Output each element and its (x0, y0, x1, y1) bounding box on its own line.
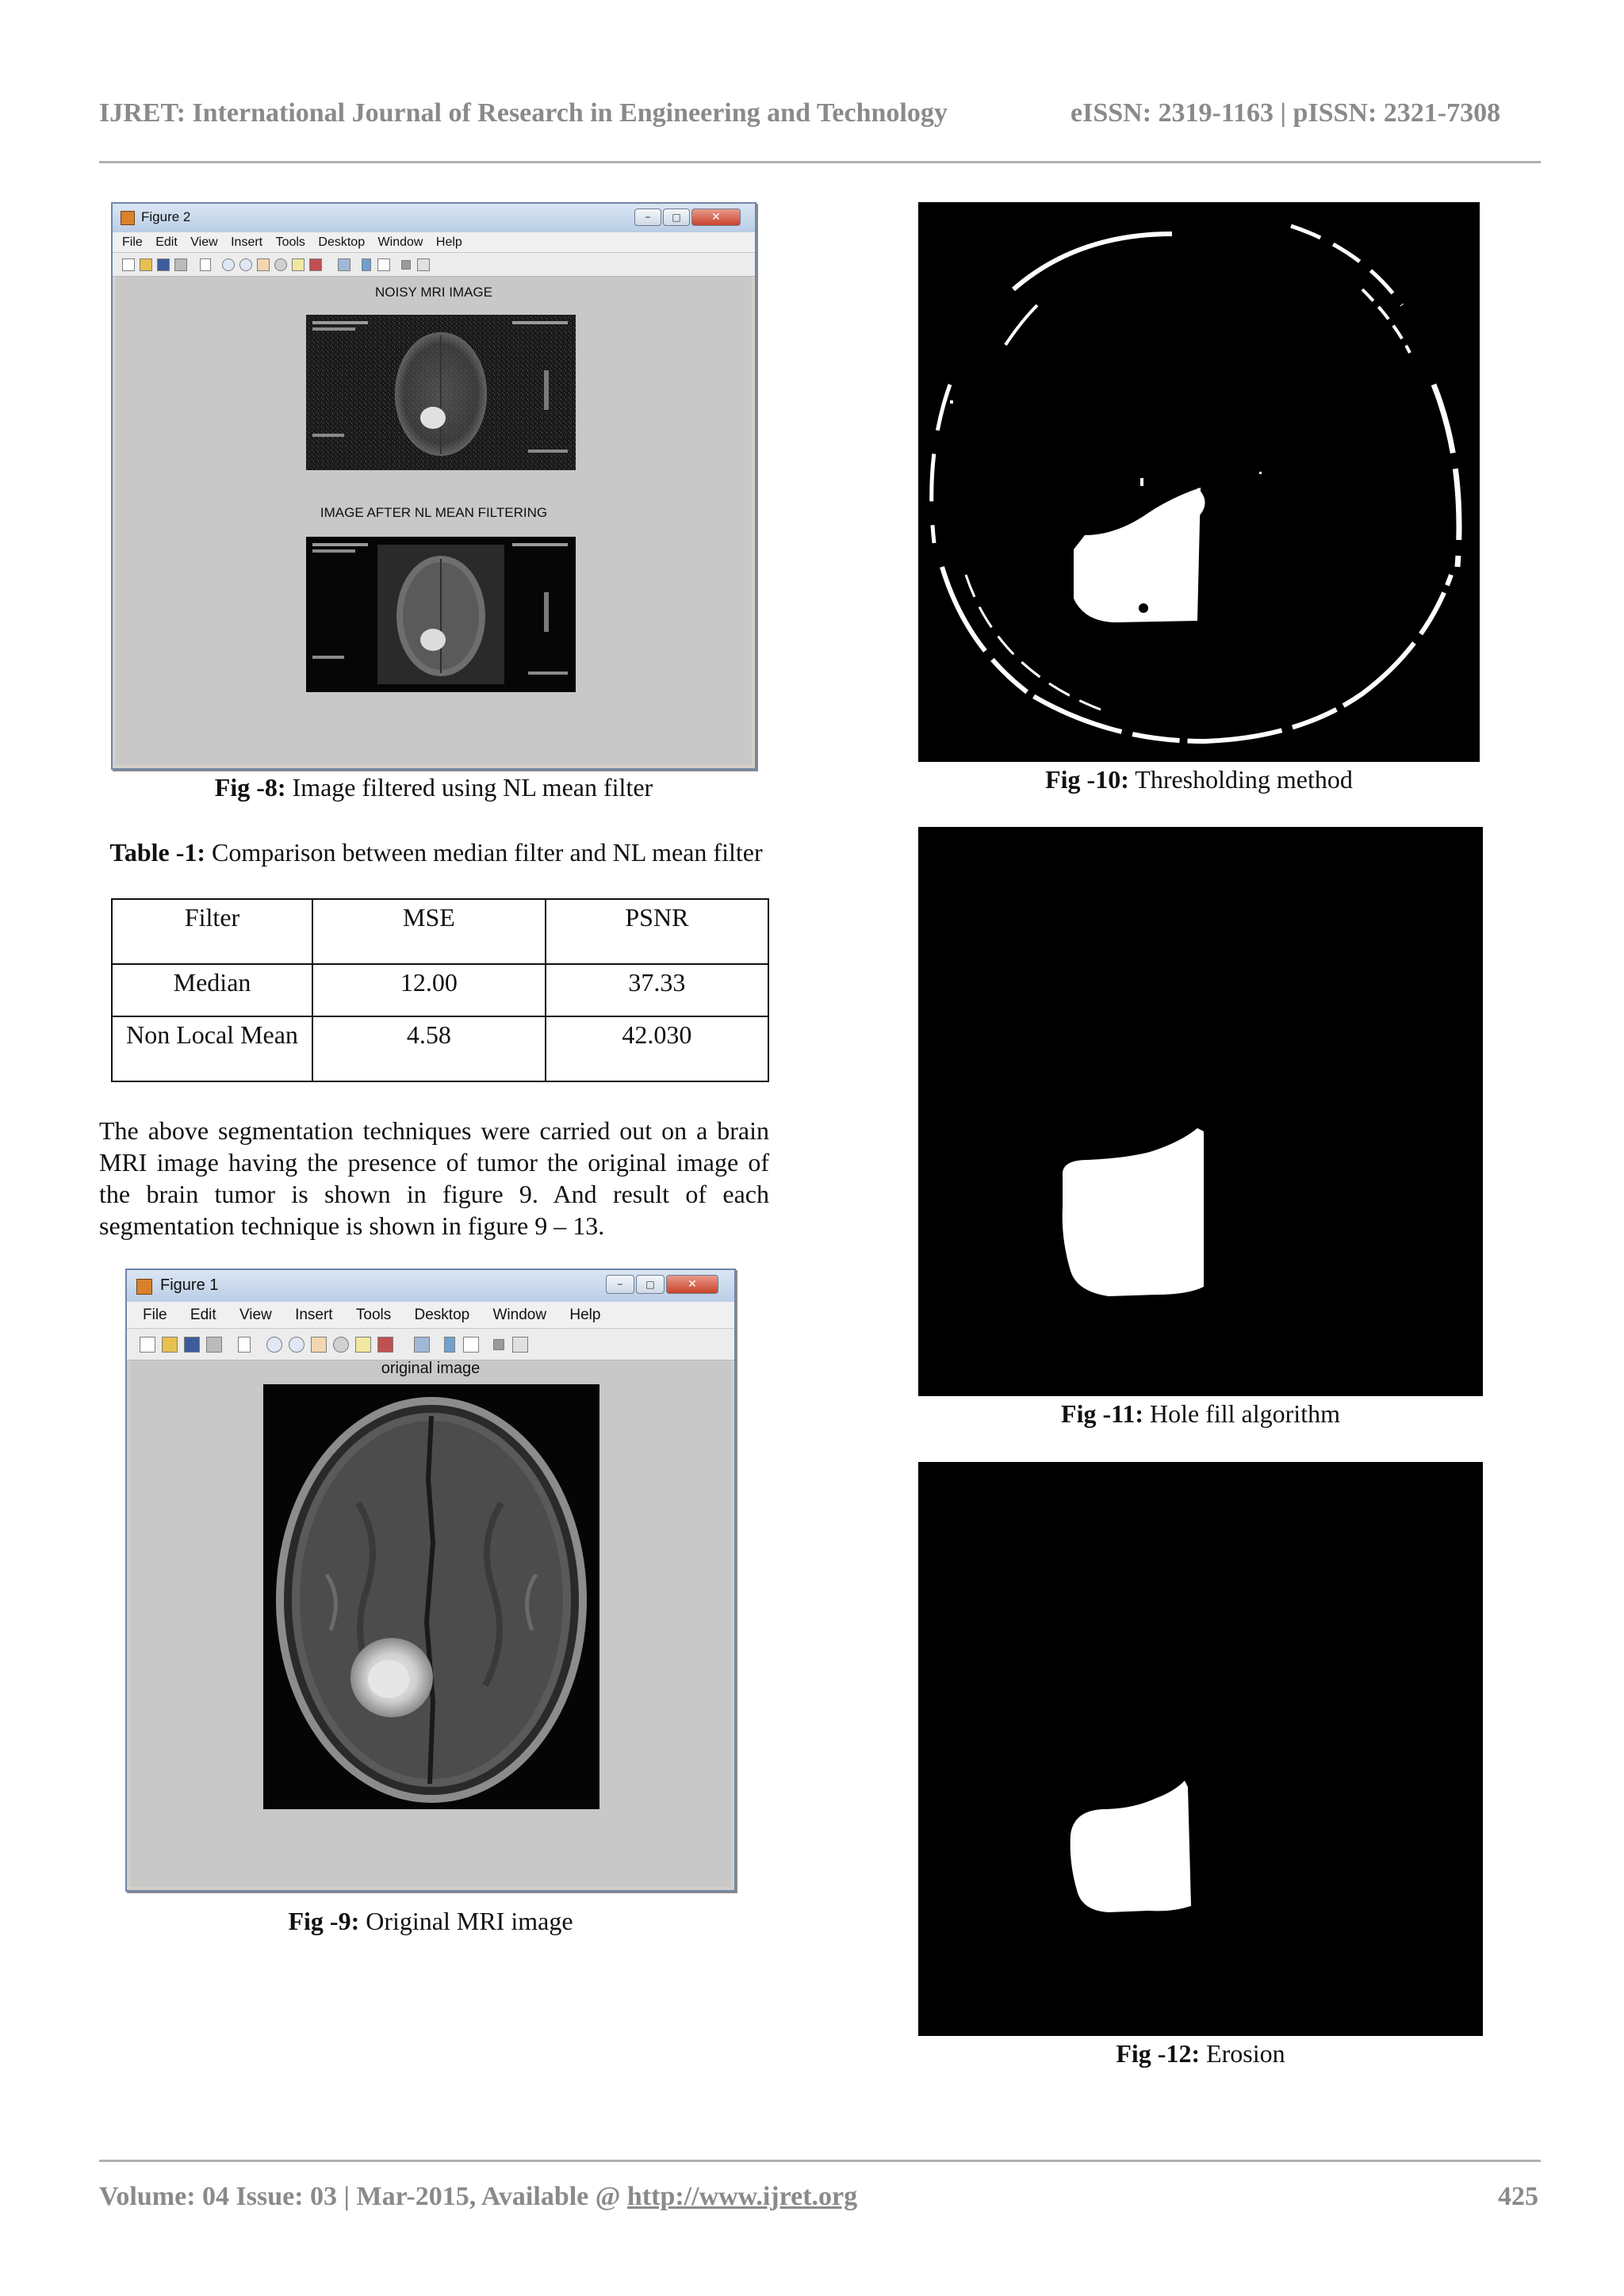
minimize-icon[interactable]: – (634, 209, 661, 226)
zoom-in-icon[interactable] (266, 1337, 282, 1353)
menu-insert[interactable]: Insert (295, 1307, 333, 1323)
matlab-logo-icon (136, 1279, 152, 1295)
maximize-icon[interactable]: □ (663, 209, 690, 226)
erosion-svg (918, 1462, 1483, 2036)
menu-help[interactable]: Help (569, 1307, 601, 1323)
original-mri-image (263, 1384, 599, 1809)
zoom-in-icon[interactable] (222, 258, 235, 271)
menu-tools[interactable]: Tools (355, 1307, 392, 1323)
matlab-logo-icon (121, 211, 135, 225)
table1-caption-text: Comparison between median filter and NL mean filter (205, 838, 763, 867)
fig12-caption-label: Fig -12: (1116, 2039, 1201, 2068)
noisy-mri-image (306, 315, 576, 470)
pointer-icon[interactable] (200, 258, 211, 271)
fig10-caption (918, 765, 1480, 794)
maximize-icon[interactable]: □ (636, 1275, 665, 1294)
fig12-caption (918, 2039, 1483, 2068)
menu-insert[interactable]: Insert (231, 235, 263, 249)
figure2-titlebar (113, 204, 755, 232)
fig9-caption (125, 1907, 736, 1936)
menu-edit[interactable]: Edit (155, 235, 178, 249)
legend-icon[interactable] (463, 1337, 479, 1353)
menu-view[interactable]: View (239, 1307, 272, 1323)
open-folder-icon[interactable] (140, 258, 152, 271)
menu-window[interactable]: Window (377, 235, 423, 249)
hole-fill-image (918, 827, 1483, 1396)
footer-volume-text: Volume: 04 Issue: 03 | Mar-2015, Available @ (99, 2182, 627, 2211)
table-header-filter: Filter (112, 899, 312, 964)
filtered-mri-svg (306, 537, 576, 692)
fig9-caption-text: Original MRI image (359, 1907, 573, 1935)
hole-fill-svg (918, 827, 1483, 1396)
legend-icon[interactable] (377, 258, 390, 271)
table-cell-psnr: 42.030 (546, 1016, 768, 1081)
menu-desktop[interactable]: Desktop (318, 235, 366, 249)
fig10-caption-text: Thresholding method (1128, 765, 1353, 794)
issn-label: eISSN: 2319-1163 | pISSN: 2321-7308 (1071, 98, 1501, 128)
table1-caption (103, 836, 769, 868)
link-icon[interactable] (414, 1337, 430, 1353)
hide-tools-icon[interactable] (401, 260, 411, 270)
show-tools-icon[interactable] (417, 258, 430, 271)
fig10-caption-label: Fig -10: (1045, 765, 1129, 794)
figure2-canvas (116, 277, 752, 765)
comparison-table (111, 898, 769, 1082)
table-cell-filter: Median (112, 964, 312, 1016)
figure2-window (111, 202, 756, 770)
footer-url-link[interactable]: http://www.ijret.org (626, 2182, 858, 2211)
fig11-caption (918, 1399, 1483, 1429)
menu-file[interactable]: File (122, 235, 143, 249)
fig8-caption-text: Image filtered using NL mean filter (285, 773, 653, 802)
table-cell-psnr: 37.33 (546, 964, 768, 1016)
fig11-caption-text: Hole fill algorithm (1143, 1399, 1340, 1428)
menu-help[interactable]: Help (435, 235, 462, 249)
table-row (112, 964, 768, 1016)
figure1-menubar (127, 1302, 734, 1329)
pan-hand-icon[interactable] (311, 1337, 327, 1353)
hide-tools-icon[interactable] (493, 1339, 504, 1350)
table-cell-mse: 12.00 (312, 964, 546, 1016)
fig12-caption-text: Erosion (1200, 2039, 1285, 2068)
body-paragraph: The above segmentation techniques were carried out on a brain MRI image having the presence of tumor the original image of the brain tumor is shown in figure 9. And result of each segmentation technique is shown in figure 9 – 13. (99, 1116, 769, 1240)
new-file-icon[interactable] (140, 1337, 155, 1353)
table-header-row (112, 899, 768, 964)
rotate-icon[interactable] (274, 258, 287, 271)
filtered-mri-image (306, 537, 576, 692)
menu-view[interactable]: View (190, 235, 218, 249)
close-icon[interactable]: ✕ (666, 1275, 718, 1294)
fig9-caption-label: Fig -9: (288, 1907, 360, 1935)
erosion-image (918, 1462, 1483, 2036)
figure2-title: Figure 2 (141, 209, 191, 224)
data-cursor-icon[interactable] (292, 258, 304, 271)
zoom-out-icon[interactable] (239, 258, 252, 271)
rotate-icon[interactable] (333, 1337, 349, 1353)
brush-icon[interactable] (309, 258, 322, 271)
table-cell-filter: Non Local Mean (112, 1016, 312, 1081)
link-icon[interactable] (338, 258, 350, 271)
plot-title-original: original image (381, 1360, 481, 1377)
zoom-out-icon[interactable] (289, 1337, 304, 1353)
colorbar-icon[interactable] (362, 258, 371, 271)
figure1-window (125, 1269, 736, 1892)
menu-edit[interactable]: Edit (190, 1307, 216, 1323)
menu-file[interactable]: File (143, 1307, 167, 1323)
data-cursor-icon[interactable] (355, 1337, 371, 1353)
journal-title: IJRET: International Journal of Research in Engineering and Technology (99, 98, 948, 128)
noisy-mri-svg (306, 315, 576, 470)
plot-title-noisy: NOISY MRI IMAGE (375, 285, 492, 300)
pan-hand-icon[interactable] (257, 258, 270, 271)
plot-title-filtered: IMAGE AFTER NL MEAN FILTERING (320, 505, 548, 520)
new-file-icon[interactable] (122, 258, 135, 271)
print-icon[interactable] (174, 258, 187, 271)
open-folder-icon[interactable] (162, 1337, 178, 1353)
save-icon[interactable] (157, 258, 170, 271)
figure1-title: Figure 1 (160, 1276, 219, 1294)
menu-tools[interactable]: Tools (275, 235, 305, 249)
page-number: 425 (1498, 2182, 1538, 2211)
close-icon[interactable]: ✕ (691, 209, 741, 226)
table-row (112, 1016, 768, 1081)
brush-icon[interactable] (377, 1337, 393, 1353)
pointer-icon[interactable] (238, 1337, 251, 1353)
footer-volume (99, 2182, 857, 2212)
figure2-toolbar (113, 253, 755, 277)
fig11-caption-label: Fig -11: (1061, 1399, 1144, 1428)
figure1-canvas (130, 1360, 731, 1887)
print-icon[interactable] (206, 1337, 222, 1353)
fig8-caption-label: Fig -8: (214, 773, 286, 802)
show-tools-icon[interactable] (512, 1337, 528, 1353)
thresholding-svg (918, 202, 1480, 762)
table-header-mse: MSE (312, 899, 546, 964)
menu-window[interactable]: Window (492, 1307, 547, 1323)
colorbar-icon[interactable] (444, 1337, 455, 1353)
minimize-icon[interactable]: – (606, 1275, 634, 1294)
table-header-psnr: PSNR (546, 899, 768, 964)
header-rule (99, 161, 1541, 163)
thresholding-image (918, 202, 1480, 762)
figure1-toolbar (127, 1329, 734, 1360)
table-cell-mse: 4.58 (312, 1016, 546, 1081)
menu-desktop[interactable]: Desktop (414, 1307, 470, 1323)
table1-caption-label: Table -1: (109, 838, 206, 867)
figure2-menubar (113, 232, 755, 253)
fig8-caption (111, 773, 756, 802)
save-icon[interactable] (184, 1337, 200, 1353)
original-mri-svg (263, 1384, 599, 1809)
footer-rule (99, 2160, 1541, 2162)
figure1-titlebar (127, 1270, 734, 1302)
